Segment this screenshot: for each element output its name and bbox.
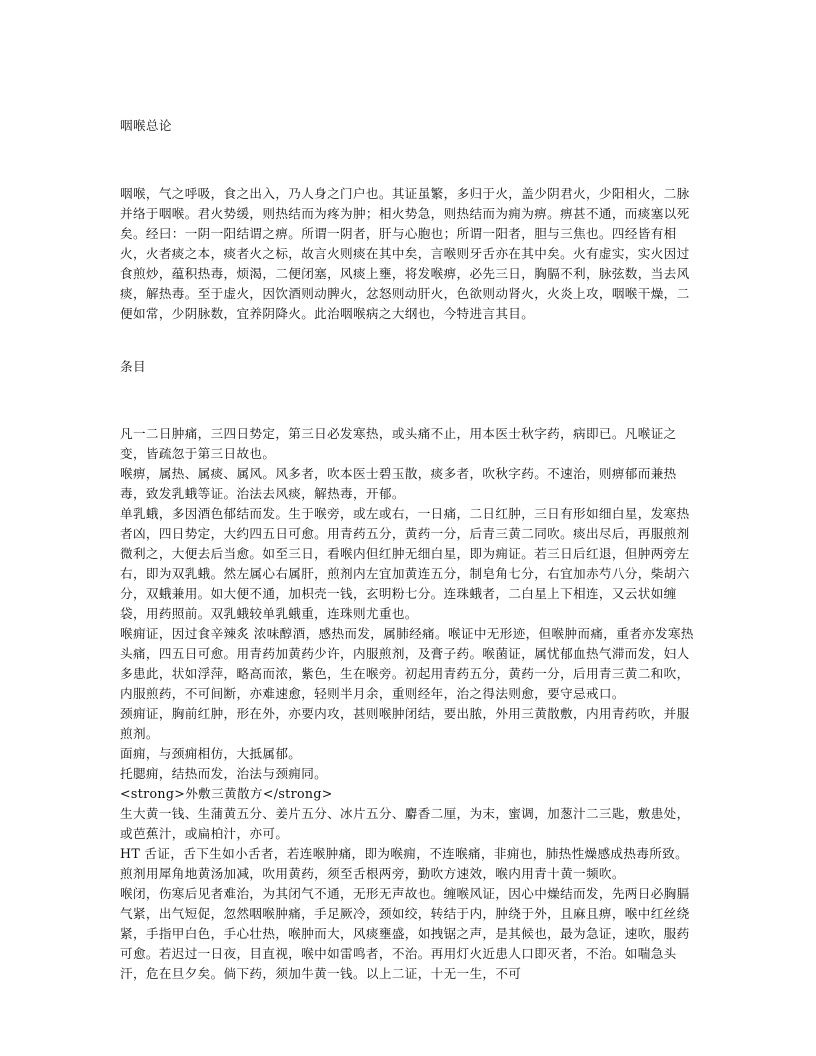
entry-paragraph: HT 舌证，舌下生如小舌者，若连喉肿痛，即为喉痈，不连喉痛，非痈也，肺热性燥感成热毒所致。煎剂用犀角地黄汤加减，吹用黄药，须至舌根两旁，勤吹方速效，喉内用青十黄一频吹。: [120, 846, 689, 881]
entry-paragraph: 喉痹，属热、属痰、属风。风多者，吹本医士碧玉散，痰多者，吹秋字药。不速治，则痹郁而兼热毒，致发乳蛾等证。治法去风痰，解热毒，开郁。: [120, 466, 677, 501]
entry-paragraph: 生大黄一钱、生蒲黄五分、姜片五分、冰片五分、麝香二厘，为末，蜜调，加葱汁二三匙，敷患处，或芭蕉汁，或扁柏汁，亦可。: [120, 806, 690, 841]
entry-paragraph: 托腮痈，结热而发，治法与颈痈同。: [120, 766, 328, 781]
document-title: 咽喉总论: [120, 118, 172, 133]
entry-paragraph: 单乳蛾，多因酒色郁结而发。生于喉旁，或左或右，一日痛，二日红肿，三日有形如细白星，发寒热者凶，四日势定，大约四五日可愈。用青药五分，黄药一分，后青三黄二同吹。痰出尽后，再服煎剂微利之，大便去后当愈。如至三日，看喉内但红肿无细白星，即为痈证。若三日后红退，但肿两旁左右，即为双乳蛾。然左属心右属肝，煎剂内左宜加黄连五分，制皂角七分，右宜加赤芍八分，柴胡六分，双蛾兼用。如大便不通，加枳壳一钱，玄明粉七分。连珠蛾者，二白星上下相连，又云状如缠袋，用药照前。双乳蛾较单乳蛾重，连珠则尤重也。: [120, 506, 690, 621]
entry-paragraph: <strong>外敷三黄散方</strong>: [120, 786, 333, 801]
section-heading: 条目: [120, 359, 146, 374]
intro-paragraph: 咽喉，气之呼吸，食之出入，乃人身之门户也。其证虽繁，多归于火，盖少阴君火，少阳相火，二脉并络于咽喉。君火势缓，则热结而为疼为肿；相火势急，则热结而为痈为痹。痹甚不通，而痰塞以死矣。经曰：一阴一阳结谓之痹。所谓一阴者，肝与心胞也；所谓一阳者，胆与三焦也。四经皆有相火，火者痰之本，痰者火之标，故言火则痰在其中矣，言喉则牙舌亦在其中矣。火有虚实，实火因过食煎炒，蕴积热毒，烦渴，二便闭塞，风痰上壅，将发喉痹，必先三日，胸膈不利，脉弦数，当去风痰，解热毒。至于虚火，因饮酒则动脾火，忿怒则动肝火，色欲则动肾火，火炎上攻，咽喉干燥，二便如常，少阴脉数，宜养阴降火。此治咽喉病之大纲也，今特进言其目。: [120, 186, 690, 321]
entry-paragraph: 喉闭，伤寒后见者难治，为其闭气不通，无形无声故也。缠喉风证，因心中燥结而发，先两日必胸膈气紧，出气短促，忽然咽喉肿痛，手足厥冷，颈如绞，转结于内，肿绕于外，且麻且痹，喉中红丝绕紧，手指甲白色，手心壮热，喉肿而大，风痰壅盛，如拽锯之声，是其候也，最为急证，速吹，服药可愈。若迟过一日夜，目直视，喉中如雷鸣者，不治。再用灯火近患人口即灭者，不治。如喘急头汗，危在旦夕矣。倘下药，须加牛黄一钱。以上二证，十无一生，不可: [120, 886, 690, 981]
entries-block: [120, 424, 700, 984]
entry-paragraph: 凡一二日肿痛，三四日势定，第三日必发寒热，或头痛不止，用本医士秋字药，病即已。凡喉证之变，皆疏忽于第三日故也。: [120, 426, 677, 461]
entry-paragraph: 面痈，与颈痈相仿，大抵属郁。: [120, 746, 302, 761]
entry-paragraph: 颈痈证，胸前红肿，形在外，亦要内攻，甚则喉肿闭结，要出脓，外用三黄散敷，内用青药吹，并服煎剂。: [120, 706, 690, 741]
entry-paragraph: 喉痈证，因过食辛辣炙 浓味醇酒，感热而发，属肺经痛。喉证中无形迹，但喉肿而痛，重者亦发寒热头痛，四五日可愈。用青药加黄药少许，内服煎剂，及膏子药。喉菌证，属忧郁血热气滞而发，妇人多患此，状如浮萍，略高而浓，紫色，生在喉旁。初起用青药五分，黄药一分，后用青三黄二和吹，内服煎药，不可间断，亦难速愈，轻则半月余，重则经年，治之得法则愈，要守忌戒口。: [120, 626, 694, 701]
